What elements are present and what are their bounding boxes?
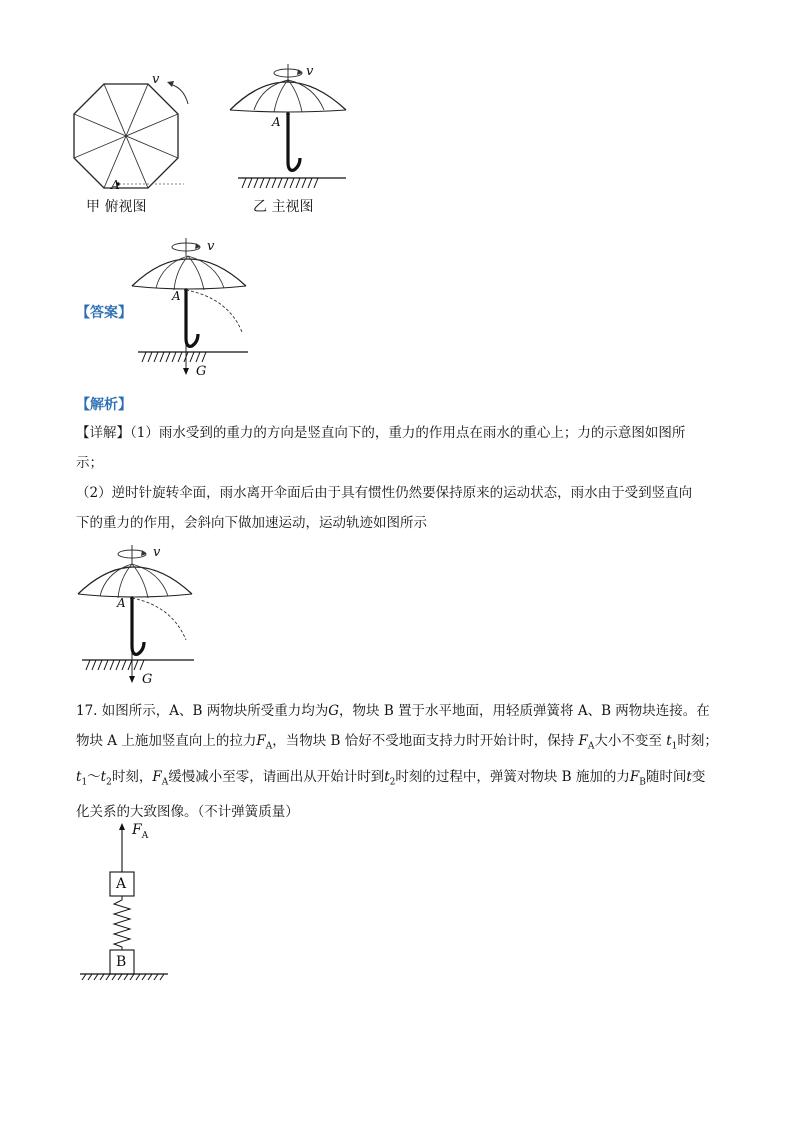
umbrella-top-view-figure (66, 66, 196, 196)
point-a-label: A (172, 289, 181, 303)
top-view-caption: 甲 俯视图 (86, 199, 147, 215)
point-a-label: A (272, 115, 281, 129)
block-a-label: A (116, 876, 127, 892)
analysis-umbrella-figure (76, 540, 206, 690)
velocity-label: v (306, 64, 314, 79)
block-b-label: B (116, 954, 127, 970)
question-number: 17. (76, 703, 98, 719)
point-a-label: A (111, 178, 120, 192)
gravity-label: G (142, 672, 153, 687)
velocity-label: v (152, 72, 160, 87)
umbrella-front-view-figure (226, 60, 356, 190)
detail-tag: 【详解】 (76, 425, 130, 441)
velocity-label: v (153, 545, 161, 560)
force-fa-label: $F_A$ (132, 822, 149, 841)
velocity-label: v (207, 239, 215, 254)
analysis-text: 【详解】（1）雨水受到的重力的方向是竖直向下的，重力的作用点在雨水的重心上；力的示意图如图所 示； （2）逆时针旋转伞面，雨水离开伞面后由于具有惯性仍然要保持原来的运动状态，雨水由于受到竖直向 下的重力的作用，会斜向下做加速运动，运动轨迹如图所示 (76, 425, 693, 531)
front-view-caption: 乙 主视图 (253, 199, 314, 215)
answer-umbrella-figure (130, 236, 260, 376)
analysis-tag: 【解析】 (76, 397, 132, 413)
gravity-label: G (196, 364, 207, 379)
question-17-text: 17. 如图所示，A、B 两物块所受重力均为G，物块 B 置于水平地面，用轻质弹簧将 A、B 两物块连接。在 物块 A 上施加竖直向上的拉力$F_A$，当物块 B 恰好不受地面支持力时开始计时，保持 $F_A$大小不变至 $t_1$时刻； $t_1\sim t_2$时刻，$F_A$缓慢减小至零，请画出从开始计时到$t_2$时刻的过程中，弹簧对物块 B 施加的力$F_B$随时间t变 化关系的大致图像。（不计弹簧质量） (76, 703, 718, 821)
answer-tag: 【答案】 (76, 305, 132, 321)
point-a-label: A (117, 596, 126, 610)
